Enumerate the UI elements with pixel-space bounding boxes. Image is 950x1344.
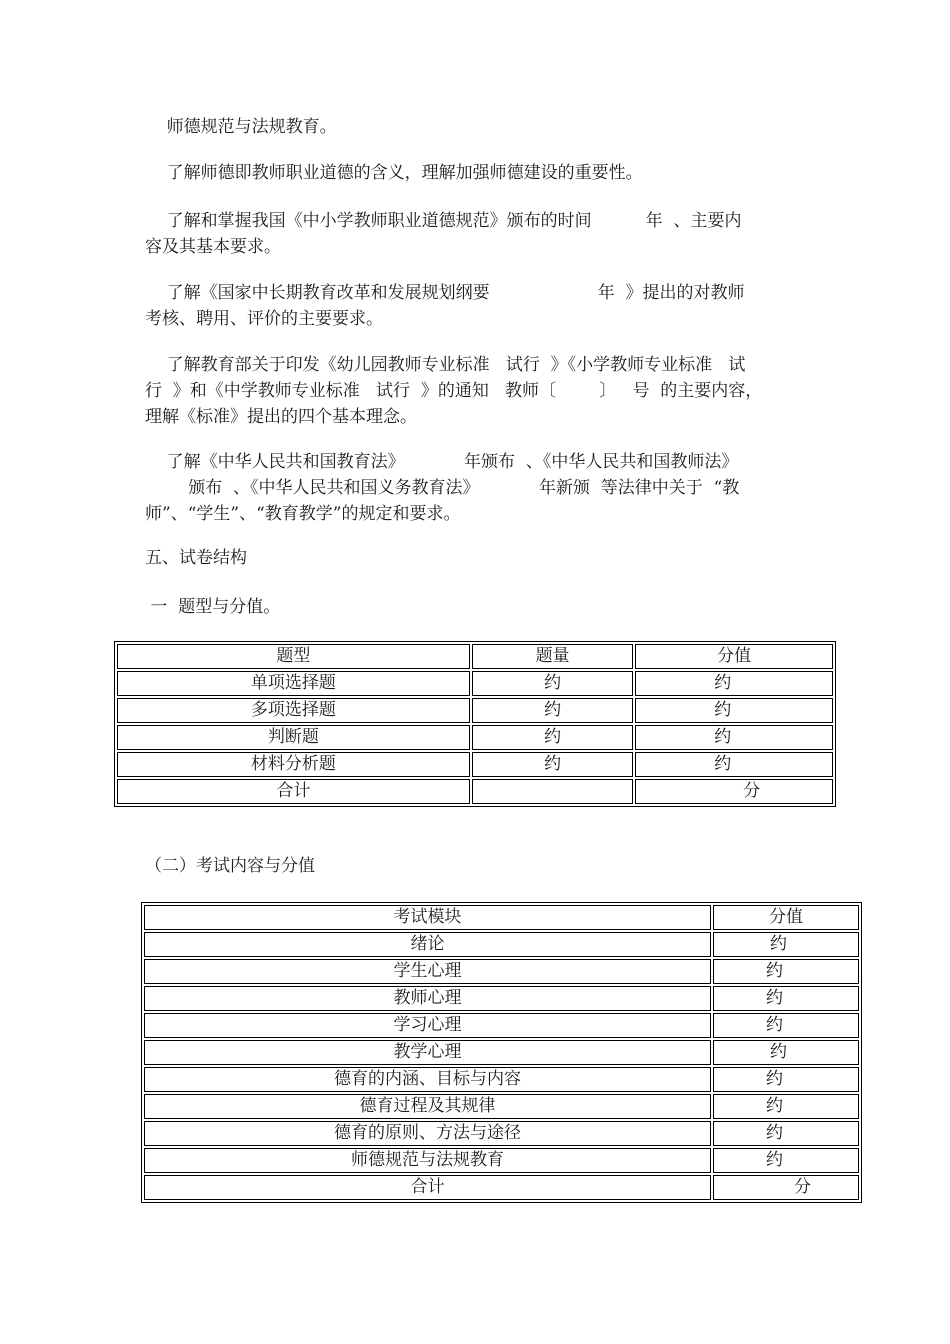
table-cell: 德育过程及其规律: [144, 1094, 711, 1119]
table-cell: 单项选择题: [117, 671, 470, 696]
section-heading: 五、试卷结构: [145, 548, 247, 568]
table-cell: 教学心理: [144, 1040, 711, 1065]
paragraph-line: 了解和掌握我国《中小学教师职业道德规范》颁布的时间 年 、主要内: [145, 211, 742, 231]
table-row: [144, 1148, 859, 1173]
table-row: [144, 932, 859, 957]
table-cell: 约: [635, 698, 833, 723]
table-header-row: [117, 644, 833, 669]
table-cell: 约: [472, 752, 633, 777]
paragraph-line: 行 》和《中学教师专业标准 试行 》的通知 教师〔 〕 号 的主要内容，: [145, 381, 763, 401]
table-total-row: [117, 779, 833, 804]
table-header-cell: 考试模块: [144, 905, 711, 930]
table-header-cell: 分值: [635, 644, 833, 669]
table-cell: 多项选择题: [117, 698, 470, 723]
table-cell: 师德规范与法规教育: [144, 1148, 711, 1173]
table-row: [117, 671, 833, 696]
paragraph-line: 考核、聘用、评价的主要要求。: [145, 309, 383, 329]
table-cell: 约: [713, 1094, 859, 1119]
table-cell: 约: [713, 1013, 859, 1038]
table-header-row: [144, 905, 859, 930]
table-header-cell: 题量: [472, 644, 633, 669]
table-row: [144, 1013, 859, 1038]
table-total-row: [144, 1175, 859, 1200]
paragraph-line: 师”、“学生”、“教育教学”的规定和要求。: [145, 504, 461, 524]
table-row: [117, 725, 833, 750]
table-row: [144, 1094, 859, 1119]
table-row: [117, 752, 833, 777]
table-cell: 约: [713, 1040, 859, 1065]
table-cell: 约: [713, 1067, 859, 1092]
paragraph-5: [145, 352, 805, 430]
table-row: [144, 986, 859, 1011]
table-row: [144, 1067, 859, 1092]
table-row: [144, 1040, 859, 1065]
table-cell: 分: [713, 1175, 859, 1200]
table-cell: 学生心理: [144, 959, 711, 984]
table-cell: 约: [713, 986, 859, 1011]
table-cell: 德育的内涵、目标与内容: [144, 1067, 711, 1092]
question-type-table: [114, 641, 836, 807]
paragraph-line: 了解《国家中长期教育改革和发展规划纲要 年 》提出的对教师: [145, 283, 745, 303]
paragraph-2: [145, 160, 805, 186]
paragraph-line: 理解《标准》提出的四个基本理念。: [145, 407, 417, 427]
table-cell: 分: [635, 779, 833, 804]
table-cell: 约: [713, 959, 859, 984]
table-cell: 学习心理: [144, 1013, 711, 1038]
table-cell: 约: [635, 725, 833, 750]
table-cell: 约: [635, 671, 833, 696]
table-row: [117, 698, 833, 723]
paragraph-6: [145, 449, 805, 527]
table-cell: 约: [472, 698, 633, 723]
table-cell: 约: [713, 1148, 859, 1173]
table-cell: 约: [635, 752, 833, 777]
table-cell: 合计: [117, 779, 470, 804]
paragraph-1: [145, 114, 805, 140]
table-cell: 绪论: [144, 932, 711, 957]
table-header-cell: 分值: [713, 905, 859, 930]
table-row: [144, 959, 859, 984]
table-cell: 约: [472, 671, 633, 696]
table-cell: 约: [713, 932, 859, 957]
subsection-heading-2: （二）考试内容与分值: [145, 856, 315, 876]
table-cell: 约: [713, 1121, 859, 1146]
paragraph-line: 了解教育部关于印发《幼儿园教师专业标准 试行 》《小学教师专业标准 试: [145, 355, 746, 375]
paragraph-line: 了解《中华人民共和国教育法》 年颁布 、《中华人民共和国教师法》: [145, 452, 739, 472]
paragraph-line: 容及其基本要求。: [145, 237, 281, 257]
paragraph-4: [145, 280, 805, 332]
table-cell: 教师心理: [144, 986, 711, 1011]
table-cell: 合计: [144, 1175, 711, 1200]
table-header-cell: 题型: [117, 644, 470, 669]
table-cell: 材料分析题: [117, 752, 470, 777]
paragraph-line: 颁布 、《中华人民共和国义务教育法》 年新颁 等法律中关于 “教: [145, 478, 740, 498]
subsection-heading-1: 一 题型与分值。: [145, 597, 281, 617]
table-cell: [472, 779, 633, 804]
table-cell: 德育的原则、方法与途径: [144, 1121, 711, 1146]
table-row: [144, 1121, 859, 1146]
table-cell: 判断题: [117, 725, 470, 750]
paragraph-3: [145, 208, 805, 260]
table-cell: 约: [472, 725, 633, 750]
paragraph-line: 了解师德即教师职业道德的含义，理解加强师德建设的重要性。: [145, 163, 643, 183]
paragraph-line: 师德规范与法规教育。: [145, 117, 337, 137]
exam-content-table: [141, 902, 862, 1203]
